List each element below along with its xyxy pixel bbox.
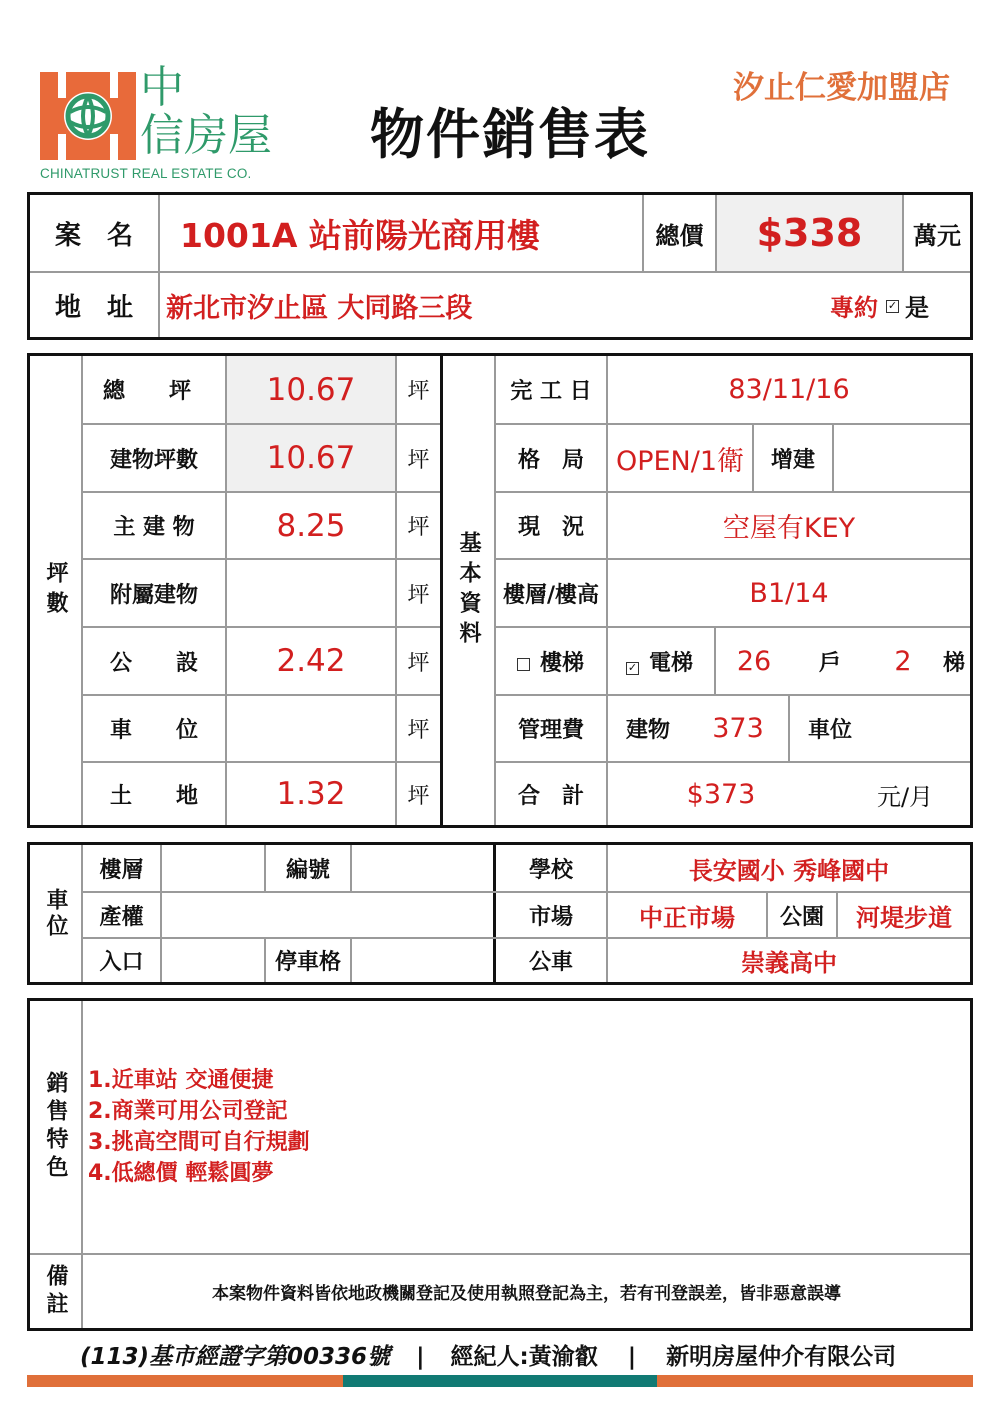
footer-bar-orange [27, 1375, 343, 1387]
notes-text: 本案物件資料皆依地政機關登記及使用執照登記為主，若有刊登誤差，皆非惡意誤導 [212, 1284, 841, 1304]
features-notes-table [27, 998, 973, 1331]
parking-ownership-label: 產權 [99, 904, 144, 930]
completion-date-label: 完 工 日 [510, 379, 592, 404]
area-row-value: 10.67 [266, 440, 356, 476]
address-value: 新北市汐止區 大同路三段 [166, 292, 473, 324]
footer-bar-orange [657, 1375, 973, 1387]
completion-date-value: 83/11/16 [728, 374, 850, 405]
area-row-value: 1.32 [276, 776, 346, 812]
elevator-label: 電梯 [648, 650, 693, 676]
total-price-label: 總價 [655, 221, 704, 250]
feature-item: 1.近車站 交通便捷 [88, 1068, 274, 1093]
exclusive-label: 專約 [830, 293, 878, 322]
bus-value: 崇義高中 [741, 949, 837, 977]
area-unit: 坪 [407, 582, 430, 608]
total-price-unit: 萬元 [913, 221, 961, 250]
feature-item: 3.挑高空間可自行規劃 [88, 1130, 310, 1155]
feature-item: 4.低總價 輕鬆圓夢 [88, 1161, 274, 1186]
area-row-value [227, 696, 395, 761]
fee-total-label: 合 計 [517, 783, 584, 809]
document-title: 物件銷售表 [370, 103, 650, 166]
footer-separator: | [416, 1344, 425, 1370]
market-value: 中正市場 [639, 903, 735, 932]
layout-value: OPEN/1衛 [615, 445, 745, 477]
brand-logo-mark [40, 72, 136, 160]
stairs-option [517, 646, 584, 677]
fee-parking-label: 車位 [807, 718, 852, 743]
broker-license: (113)基市經證字第00336號 [80, 1344, 391, 1370]
parking-floor-label: 樓層 [99, 857, 144, 883]
area-unit: 坪 [407, 447, 430, 473]
footer-bar-teal [343, 1375, 657, 1387]
extension-label: 增建 [770, 447, 815, 473]
case-name-label: 案 名 [54, 220, 133, 251]
status-label: 現 況 [517, 515, 584, 540]
parking-surroundings-table [27, 842, 973, 985]
parking-number-label: 編號 [285, 857, 330, 883]
fee-total-value: $373 [686, 778, 756, 810]
area-unit: 坪 [407, 515, 430, 540]
fee-building-label: 建物 [625, 718, 670, 743]
area-row-label: 公 設 [109, 650, 198, 676]
bus-label: 公車 [528, 950, 573, 975]
agent-name: 經紀人:黃渝叡 [450, 1344, 598, 1370]
area-row-value: 8.25 [276, 507, 346, 544]
elevators-unit: 梯 [942, 650, 965, 676]
parking-entrance-label: 入口 [99, 950, 144, 975]
exclusive-value: 是 [905, 293, 929, 322]
area-unit: 坪 [407, 783, 430, 809]
parking-section-label: 車位 [43, 887, 68, 940]
footer-separator: | [627, 1344, 637, 1370]
basic-section-label: 基本資料 [456, 530, 481, 651]
elevators-value: 2 [894, 645, 912, 677]
fee-total-unit: 元/月 [876, 782, 934, 811]
elevator-checkbox[interactable]: ✓ [627, 660, 638, 674]
park-value: 河堤步道 [856, 903, 952, 932]
park-label: 公園 [779, 904, 824, 930]
case-name-value: 1001A 站前陽光商用樓 [180, 215, 540, 255]
area-row-label: 附屬建物 [109, 582, 198, 608]
households-unit: 戶 [818, 650, 841, 676]
layout-label: 格 局 [517, 447, 584, 473]
market-label: 市場 [528, 904, 573, 930]
area-row-value: 10.67 [266, 371, 356, 408]
summary-table [27, 192, 973, 340]
parking-space-label: 停車格 [274, 950, 341, 975]
features-list [88, 1065, 948, 1189]
exclusive-checkbox[interactable]: ✓ [887, 298, 898, 312]
feature-item: 2.商業可用公司登記 [88, 1099, 288, 1124]
area-unit: 坪 [407, 718, 430, 743]
area-unit: 坪 [407, 650, 430, 676]
stairs-elevator-field [496, 628, 714, 694]
footer-line [80, 1338, 896, 1371]
area-row-value [227, 560, 395, 626]
notes-section-label: 備註 [43, 1263, 68, 1320]
management-fee-label: 管理費 [517, 718, 584, 743]
school-label: 學校 [528, 857, 573, 883]
branch-name: 汐止仁愛加盟店 [733, 70, 950, 106]
area-row-label: 車 位 [109, 718, 198, 743]
area-row-label: 總 坪 [103, 379, 192, 404]
brand-name-line2: 信房屋 [140, 110, 272, 161]
area-row-value: 2.42 [276, 643, 346, 679]
status-value: 空屋有KEY [722, 513, 856, 544]
total-price-value: $338 [756, 211, 863, 255]
floor-value: B1/14 [749, 577, 829, 609]
company-name: 新明房屋仲介有限公司 [666, 1344, 897, 1370]
address-label: 地 址 [54, 292, 133, 323]
area-section-label: 坪數 [43, 560, 68, 621]
fee-parking-value [870, 696, 970, 761]
extension-value [834, 425, 970, 491]
school-value: 長安國小 秀峰國中 [688, 856, 890, 885]
brand-name-english: CHINATRUST REAL ESTATE CO. [40, 166, 252, 181]
area-row-label: 土 地 [109, 783, 198, 809]
area-row-label: 主 建 物 [113, 515, 195, 540]
area-unit: 坪 [407, 379, 430, 404]
stairs-checkbox[interactable] [517, 658, 530, 671]
elevator-option [626, 646, 693, 677]
stairs-label: 樓梯 [539, 650, 584, 676]
area-row-label: 建物坪數 [109, 447, 198, 473]
area-basic-table [27, 353, 973, 828]
features-section-label: 銷售特色 [43, 1071, 68, 1183]
brand-name-line1: 中 [140, 62, 184, 113]
exclusive-field [830, 273, 970, 337]
fee-building-value: 373 [712, 713, 764, 744]
floor-label: 樓層/樓高 [502, 582, 600, 608]
households-value: 26 [736, 645, 772, 677]
